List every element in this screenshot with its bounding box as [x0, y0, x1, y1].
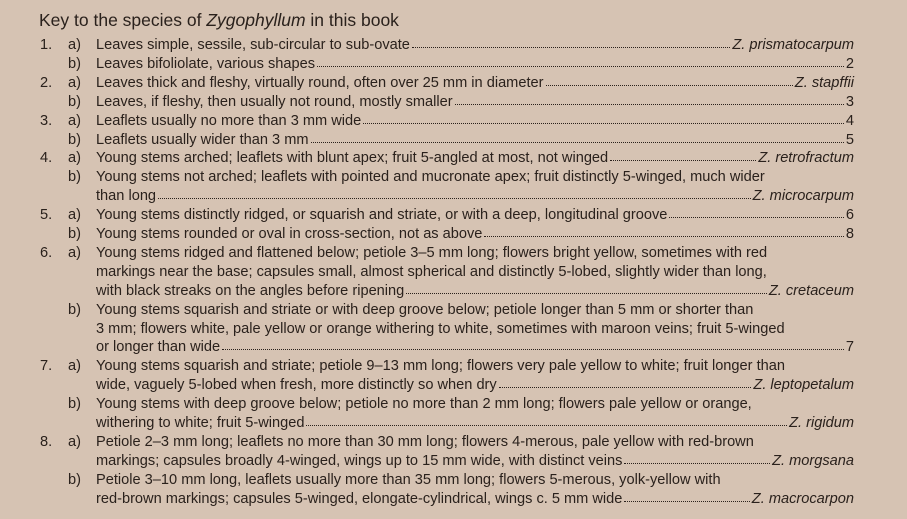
- lead-letter: a): [68, 74, 81, 91]
- lead-text-block: [96, 376, 854, 394]
- key-row: [0, 357, 907, 375]
- key-row: [0, 187, 907, 205]
- key-row: [0, 244, 907, 262]
- lead-text-block: [96, 263, 854, 281]
- key-row: [0, 263, 907, 281]
- lead-text-block: [96, 490, 854, 508]
- dot-leader: [455, 102, 844, 105]
- key-heading: [39, 9, 399, 31]
- lead-text: Petiole 2–3 mm long; leaflets no more than 30 mm long; flowers 4-merous, pale yellow with red-brown: [96, 433, 754, 450]
- lead-text: Young stems rounded or oval in cross-section, not as above: [96, 226, 483, 242]
- lead-text: Petiole 3–10 mm long, leaflets usually more than 35 mm long; flowers 5-merous, yolk-yellow with: [96, 471, 721, 488]
- lead-letter: b): [68, 169, 81, 186]
- lead-text-block: [96, 282, 854, 300]
- lead-text: Young stems distinctly ridged, or squarish and striate, or with a deep, longitudinal groove: [96, 207, 668, 224]
- species-name: Z. leptopetalum: [753, 377, 854, 394]
- key-row: [0, 301, 907, 319]
- dot-leader: [363, 121, 844, 124]
- species-name: Z. rigidum: [789, 415, 854, 431]
- key-row: [0, 55, 907, 73]
- lead-letter: b): [68, 471, 81, 488]
- lead-text-block: [96, 149, 854, 167]
- heading-prefix: Key to the species of: [39, 10, 207, 30]
- dot-leader: [412, 45, 730, 48]
- dot-leader: [624, 461, 770, 464]
- lead-letter: a): [68, 112, 81, 129]
- key-row: [0, 376, 907, 394]
- lead-final-line: [96, 93, 854, 111]
- lead-letter: a): [68, 244, 81, 261]
- lead-final-line: [96, 282, 854, 300]
- couplet-number: 6.: [40, 244, 53, 261]
- lead-letter: a): [68, 358, 81, 375]
- lead-text-block: [96, 36, 854, 54]
- couplet-number: 1.: [40, 37, 53, 53]
- lead-text: withering to white; fruit 5-winged: [96, 415, 305, 431]
- key-row: [0, 112, 907, 130]
- next-couplet-ref: 3: [845, 93, 854, 110]
- dot-leader: [317, 64, 844, 67]
- lead-text: Leaflets usually wider than 3 mm: [96, 131, 309, 148]
- lead-final-line: [96, 149, 854, 167]
- lead-text-block: [96, 206, 854, 224]
- lead-final-line: [96, 414, 854, 432]
- couplet-number: 8.: [40, 433, 53, 450]
- lead-text: red-brown markings; capsules 5-winged, elongate-cylindrical, wings c. 5 mm wide: [96, 490, 623, 507]
- lead-text-block: [96, 414, 854, 432]
- species-name: Z. macrocarpon: [751, 490, 854, 507]
- dot-leader: [406, 291, 767, 294]
- lead-final-line: [96, 187, 854, 205]
- next-couplet-ref: 6: [845, 207, 854, 224]
- lead-final-line: [96, 206, 854, 224]
- dot-leader: [306, 423, 787, 426]
- key-row: [0, 36, 907, 54]
- dot-leader: [311, 140, 844, 143]
- lead-letter: a): [68, 37, 81, 53]
- lead-text-block: [96, 244, 854, 262]
- lead-text-block: [96, 93, 854, 111]
- heading-suffix: in this book: [305, 10, 399, 30]
- lead-text: Young stems ridged and flattened below; petiole 3–5 mm long; flowers bright yellow, sometimes with red: [96, 244, 768, 261]
- key-row: [0, 338, 907, 356]
- lead-letter: a): [68, 433, 81, 450]
- lead-text-block: [96, 168, 854, 186]
- lead-text: Leaves bifoliolate, various shapes: [96, 55, 316, 72]
- key-row: [0, 206, 907, 224]
- lead-final-line: [96, 55, 854, 73]
- lead-text-block: [96, 55, 854, 73]
- lead-text-block: [96, 471, 854, 489]
- couplet-number: 3.: [40, 112, 53, 129]
- key-row: [0, 74, 907, 92]
- lead-final-line: [96, 490, 854, 508]
- species-name: Z. prismatocarpum: [732, 37, 854, 53]
- dot-leader: [499, 385, 752, 388]
- lead-text: than long: [96, 188, 157, 205]
- lead-text: Leaflets usually no more than 3 mm wide: [96, 112, 362, 129]
- lead-final-line: [96, 112, 854, 130]
- lead-final-line: [96, 338, 854, 356]
- couplet-number: 7.: [40, 358, 53, 375]
- lead-text: wide, vaguely 5-lobed when fresh, more distinctly so when dry: [96, 377, 497, 394]
- lead-text-block: [96, 338, 854, 356]
- lead-text-block: [96, 433, 854, 451]
- lead-text-block: [96, 452, 854, 470]
- dot-leader: [222, 347, 844, 350]
- lead-text: Young stems arched; leaflets with blunt apex; fruit 5-angled at most, not winged: [96, 150, 609, 167]
- key-row: [0, 471, 907, 489]
- couplet-number: 2.: [40, 74, 53, 91]
- key-row: [0, 225, 907, 243]
- next-couplet-ref: 7: [845, 339, 854, 356]
- key-row: [0, 452, 907, 470]
- lead-text-block: [96, 112, 854, 130]
- lead-letter: b): [68, 93, 81, 110]
- lead-text: markings near the base; capsules small, almost spherical and distinctly 5-lobed, slightly wider than long,: [96, 263, 767, 280]
- lead-final-line: [96, 452, 854, 470]
- lead-letter: b): [68, 55, 81, 72]
- lead-text: Young stems squarish and striate or with deep groove below; petiole longer than 5 mm or shorter than: [96, 301, 754, 318]
- dot-leader: [610, 158, 756, 161]
- lead-final-line: [96, 131, 854, 149]
- key-row: [0, 490, 907, 508]
- lead-letter: a): [68, 150, 81, 167]
- key-row: [0, 395, 907, 413]
- next-couplet-ref: 8: [845, 226, 854, 242]
- species-name: Z. morgsana: [772, 452, 854, 469]
- lead-text-block: [96, 357, 854, 375]
- key-row: [0, 433, 907, 451]
- lead-text-block: [96, 320, 854, 338]
- lead-text-block: [96, 225, 854, 243]
- lead-letter: b): [68, 301, 81, 318]
- lead-text-block: [96, 301, 854, 319]
- heading-genus: Zygophyllum: [206, 10, 306, 30]
- species-name: Z. retrofractum: [758, 150, 854, 167]
- lead-letter: b): [68, 131, 81, 148]
- couplet-number: 5.: [40, 207, 53, 224]
- lead-final-line: [96, 225, 854, 243]
- lead-text: markings; capsules broadly 4-winged, wings up to 15 mm wide, with distinct veins: [96, 452, 623, 469]
- next-couplet-ref: 4: [845, 112, 854, 129]
- key-row: [0, 149, 907, 167]
- lead-text: or longer than wide: [96, 339, 221, 356]
- dot-leader: [669, 215, 843, 218]
- key-row: [0, 168, 907, 186]
- lead-text-block: [96, 395, 854, 413]
- dot-leader: [484, 234, 843, 237]
- lead-text-block: [96, 74, 854, 92]
- lead-text-block: [96, 131, 854, 149]
- lead-text: 3 mm; flowers white, pale yellow or orange withering to white, sometimes with maroon veins; fruit 5-winged: [96, 320, 785, 337]
- lead-text: Young stems with deep groove below; petiole no more than 2 mm long; flowers pale yellow or orange,: [96, 396, 752, 413]
- lead-final-line: [96, 36, 854, 54]
- key-row: [0, 414, 907, 432]
- dot-leader: [546, 83, 793, 86]
- next-couplet-ref: 5: [845, 131, 854, 148]
- species-name: Z. cretaceum: [768, 282, 854, 299]
- key-row: [0, 320, 907, 338]
- couplet-number: 4.: [40, 150, 53, 167]
- key-row: [0, 131, 907, 149]
- next-couplet-ref: 2: [845, 55, 854, 72]
- lead-text-block: [96, 187, 854, 205]
- dot-leader: [624, 499, 749, 502]
- lead-text: Young stems squarish and striate; petiole 9–13 mm long; flowers very pale yellow to white; fruit longer than: [96, 358, 785, 375]
- lead-text: Young stems not arched; leaflets with pointed and mucronate apex; fruit distinctly 5-winged, much wider: [96, 169, 765, 186]
- lead-final-line: [96, 376, 854, 394]
- lead-letter: b): [68, 226, 81, 242]
- lead-letter: a): [68, 207, 81, 224]
- lead-text: Leaves, if fleshy, then usually not round, mostly smaller: [96, 93, 453, 110]
- lead-letter: b): [68, 396, 81, 413]
- lead-text: with black streaks on the angles before ripening: [96, 282, 405, 299]
- dot-leader: [158, 196, 751, 199]
- species-name: Z. stapffii: [794, 74, 854, 91]
- lead-text: Leaves simple, sessile, sub-circular to sub-ovate: [96, 37, 410, 53]
- lead-text: Leaves thick and fleshy, virtually round, often over 25 mm in diameter: [96, 74, 544, 91]
- species-name: Z. microcarpum: [752, 188, 854, 205]
- key-row: [0, 93, 907, 111]
- lead-final-line: [96, 74, 854, 92]
- key-row: [0, 282, 907, 300]
